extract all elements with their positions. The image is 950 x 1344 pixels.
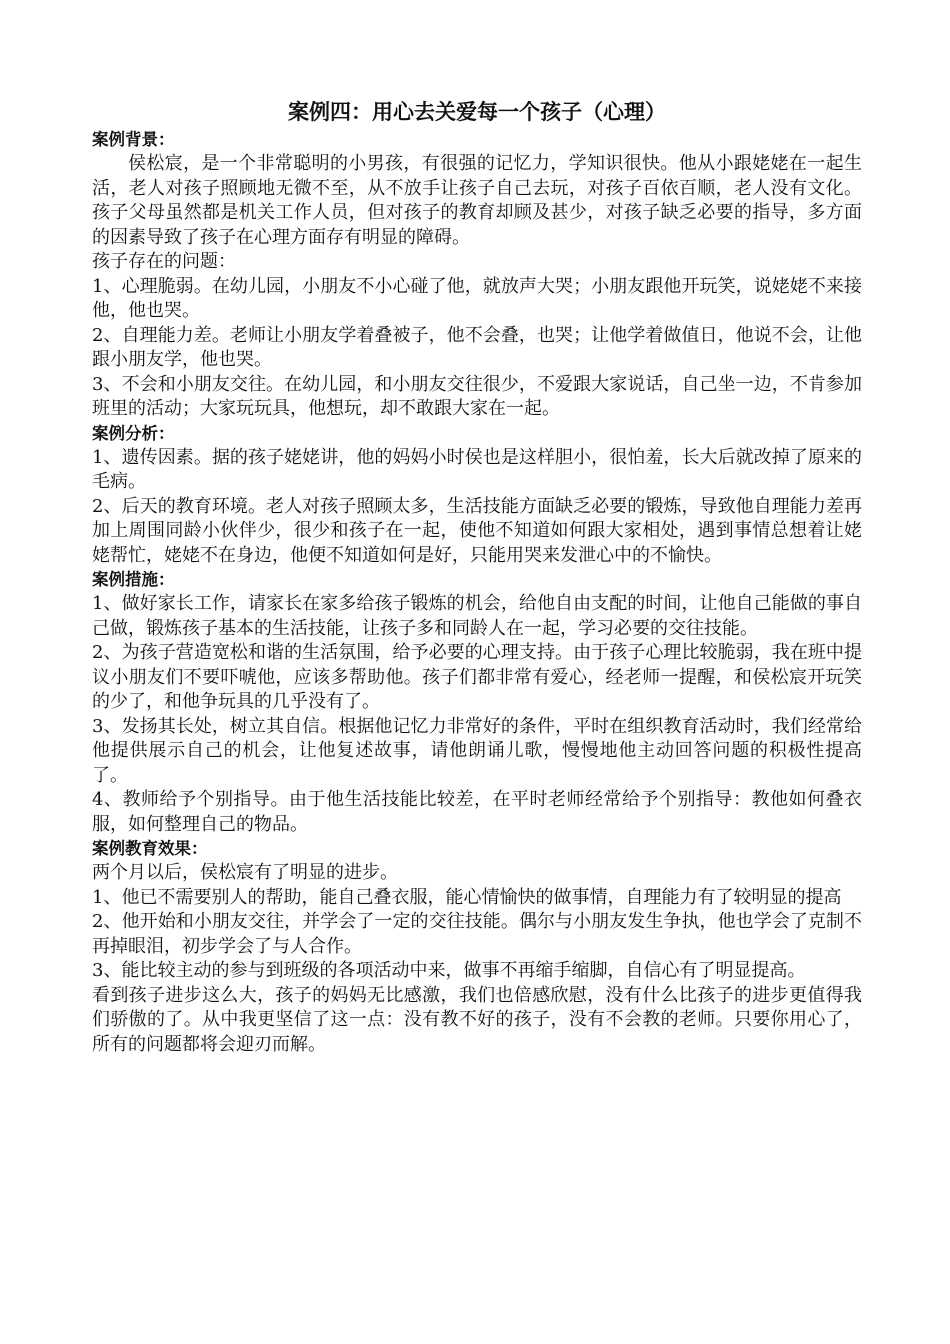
section-heading-analysis: 案例分析： bbox=[92, 423, 175, 443]
document-page bbox=[92, 96, 862, 1057]
section-heading-background: 案例背景： bbox=[92, 130, 175, 149]
paragraph: 1、遗传因素。据的孩子姥姥讲，他的妈妈小时侯也是这样胆小，很怕羞，长大后就改掉了原来的毛病。 bbox=[92, 446, 862, 492]
paragraph: 2、他开始和小朋友交往，并学会了一定的交往技能。偶尔与小朋友发生争执，他也学会了克制不再掉眼泪，初步学会了与人合作。 bbox=[92, 911, 862, 957]
paragraph: 1、他已不需要别人的帮助，能自己叠衣服，能心情愉快的做事情，自理能力有了较明显的提高 bbox=[92, 886, 842, 908]
paragraph: 两个月以后，侯松宸有了明显的进步。 bbox=[92, 862, 398, 883]
paragraph: 3、不会和小朋友交往。在幼儿园，和小朋友交往很少，不爱跟大家说话，自己坐一边，不肯参加班里的活动；大家玩玩具，他想玩，却不敢跟大家在一起。 bbox=[92, 373, 862, 419]
paragraph: 侯松宸，是一个非常聪明的小男孩，有很强的记忆力，学知识很快。他从小跟姥姥在一起生活，老人对孩子照顾地无微不至，从不放手让孩子自己去玩，对孩子百依百顺，老人没有文化。孩子父母虽然都是机关工作人员，但对孩子的教育却顾及甚少，对孩子缺乏必要的指导，多方面的因素导致了孩子在心理方面存有明显的障碍。 bbox=[92, 153, 862, 248]
paragraph: 孩子存在的问题： bbox=[92, 251, 236, 272]
paragraph: 4、教师给予个别指导。由于他生活技能比较差，在平时老师经常给予个别指导：教他如何叠衣服，如何整理自己的物品。 bbox=[92, 789, 862, 835]
paragraph: 3、能比较主动的参与到班级的各项活动中来，做事不再缩手缩脚，自信心有了明显提高。 bbox=[92, 960, 806, 981]
section-heading-results: 案例教育效果： bbox=[92, 839, 208, 858]
paragraph: 2、后天的教育环境。老人对孩子照顾太多，生活技能方面缺乏必要的锻炼，导致他自理能力差再加上周围同龄小伙伴少，很少和孩子在一起，使他不知道如何跟大家相处，遇到事情总想着让姥姥帮忙，姥姥不在身边，他便不知道如何是好，只能用哭来发泄心中的不愉快。 bbox=[92, 495, 862, 566]
section-heading-measures: 案例措施： bbox=[92, 570, 175, 589]
paragraph: 1、做好家长工作，请家长在家多给孩子锻炼的机会，给他自由支配的时间，让他自己能做的事自己做，锻炼孩子基本的生活技能，让孩子多和同龄人在一起，学习必要的交往技能。 bbox=[92, 593, 862, 639]
paragraph: 3、发扬其长处，树立其自信。根据他记忆力非常好的条件，平时在组织教育活动时，我们经常给他提供展示自己的机会，让他复述故事，请他朗诵儿歌，慢慢地他主动回答问题的积极性提高了。 bbox=[92, 715, 862, 786]
document-title: 案例四：用心去关爱每一个孩子（心理） bbox=[288, 100, 666, 124]
paragraph: 1、心理脆弱。在幼儿园，小朋友不小心碰了他，就放声大哭；小朋友跟他开玩笑，说姥姥不来接他，他也哭。 bbox=[92, 275, 862, 321]
paragraph: 2、自理能力差。老师让小朋友学着叠被子，他不会叠，也哭；让他学着做值日，他说不会，让他跟小朋友学，他也哭。 bbox=[92, 324, 862, 370]
paragraph: 2、为孩子营造宽松和谐的生活氛围，给予必要的心理支持。由于孩子心理比较脆弱，我在班中提议小朋友们不要吓唬他，应该多帮助他。孩子们都非常有爱心，经老师一提醒，和侯松宸开玩笑的少了，和他争玩具的几乎没有了。 bbox=[92, 642, 862, 712]
paragraph: 看到孩子进步这么大，孩子的妈妈无比感激，我们也倍感欣慰，没有什么比孩子的进步更值得我们骄傲的了。从中我更坚信了这一点：没有教不好的孩子，没有不会教的老师。只要你用心了，所有的问题都将会迎刃而解。 bbox=[92, 984, 862, 1055]
